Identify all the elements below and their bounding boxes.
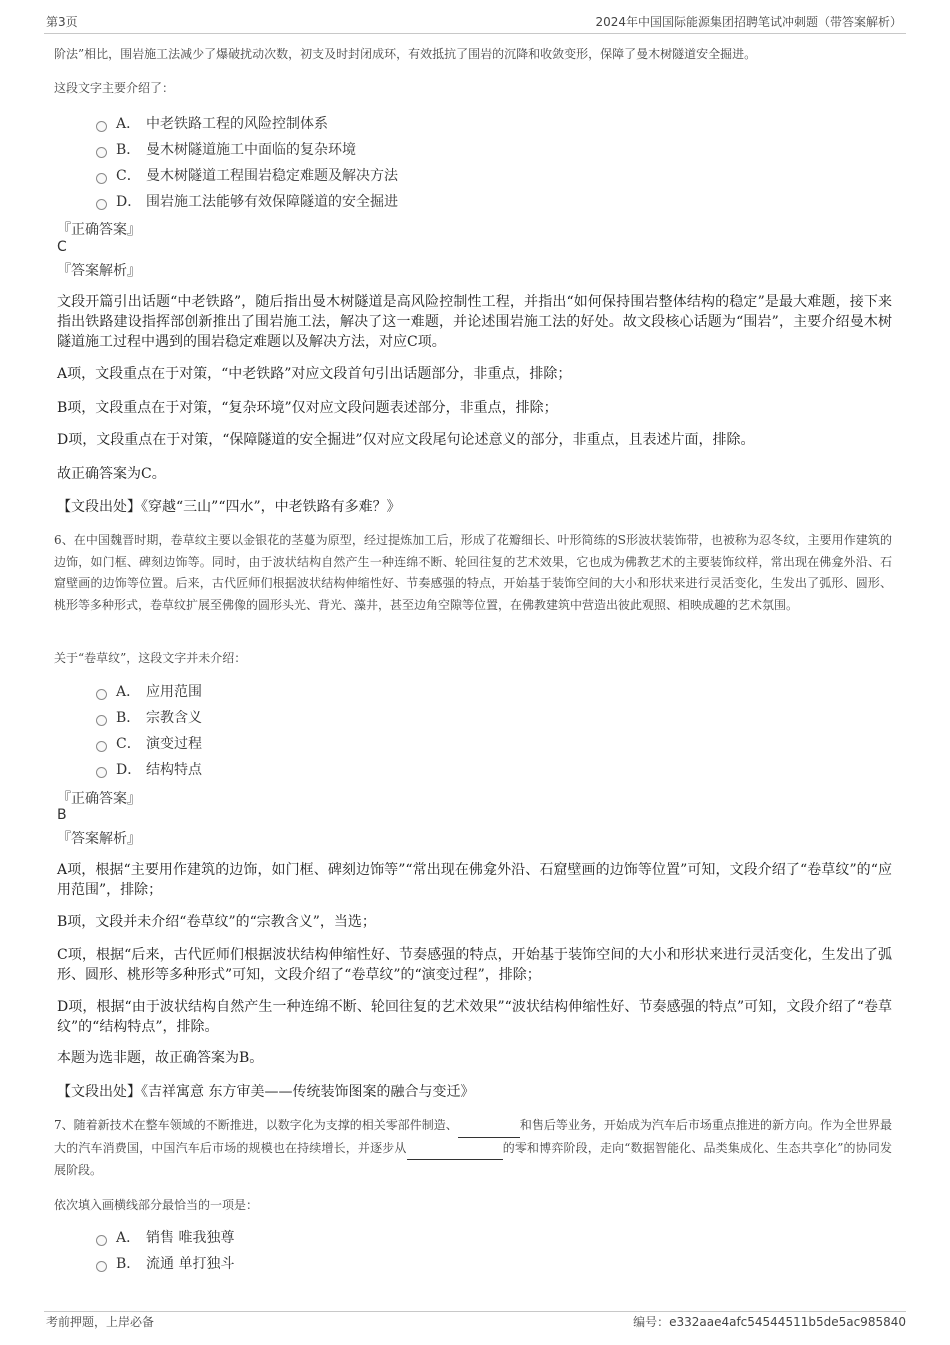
fill-blank-1[interactable] xyxy=(458,1115,520,1138)
q5-analysis-label: 『答案解析』 xyxy=(57,263,141,279)
option-text: 曼木树隧道工程围岩稳定难题及解决方法 xyxy=(146,168,398,184)
option-key: D． xyxy=(116,194,142,210)
radio-icon[interactable] xyxy=(96,689,107,700)
radio-icon[interactable] xyxy=(96,767,107,778)
q6-option-b[interactable] xyxy=(96,704,202,730)
q6-passage: 6、在中国魏晋时期，卷草纹主要以金银花的茎蔓为原型，经过提炼加工后，形成了花瓣细长、叶形简练的S形波状装饰带，也被称为忍冬纹，主要用作建筑的边饰，如门框、碑刻边饰等。同时，由于波状结构自然产生一种连绵不断、轮回往复的艺术效果，它也成为佛教艺术的主要装饰纹样，常出现在佛龛外沿、石窟壁画的边饰等位置。后来，古代匠师们根据波状结构伸缩性好、节奏感强的特点，开始基于装饰空间的大小和形状来进行灵活变化，生发出了弧形、圆形、桃形等多种形式，卷草纹扩展至佛像的圆形头光、背光、藻井，甚至边角空隙等位置，在佛教建筑中营造出彼此观照、相映成趣的艺术氛围。 xyxy=(54,533,892,612)
radio-icon[interactable] xyxy=(96,121,107,132)
radio-icon[interactable] xyxy=(96,741,107,752)
q6-analysis-paragraph: C项，根据“后来，古代匠师们根据波状结构伸缩性好、节奏感强的特点，开始基于装饰空间的大小和形状来进行灵活变化，生发出了弧形、圆形、桃形等多种形式”可知，文段介绍了“卷草纹”的“演变过程”，排除； xyxy=(57,947,892,983)
q6-option-d[interactable] xyxy=(96,756,202,782)
radio-icon[interactable] xyxy=(96,1235,107,1246)
document-code: 编号：e332aae4afc54544511b5de5ac985840 xyxy=(633,1315,906,1329)
option-key: A． xyxy=(116,684,141,700)
option-key: B． xyxy=(116,710,141,726)
q6-option-a[interactable] xyxy=(96,678,202,704)
option-text: 围岩施工法能够有效保障隧道的安全掘进 xyxy=(146,194,398,210)
q7-passage xyxy=(54,1115,892,1182)
option-text: 中老铁路工程的风险控制体系 xyxy=(146,116,328,132)
q6-analysis-paragraph: B项，文段并未介绍“卷草纹”的“宗教含义”，当选； xyxy=(57,914,376,930)
q5-options xyxy=(96,110,398,214)
q6-option-c[interactable] xyxy=(96,730,202,756)
q5-source: 【文段出处】《穿越“三山”“四水”，中老铁路有多难？》 xyxy=(57,499,401,515)
q6-analysis-paragraph: D项，根据“由于波状结构自然产生一种连绵不断、轮回往复的艺术效果”“波状结构伸缩性好、节奏感强的特点”可知，文段介绍了“卷草纹”的“结构特点”，排除。 xyxy=(57,999,892,1035)
page-number: 第3页 xyxy=(46,15,78,29)
radio-icon[interactable] xyxy=(96,147,107,158)
q7-option-b[interactable] xyxy=(96,1250,234,1276)
document-title: 2024年中国国际能源集团招聘笔试冲刺题（带答案解析） xyxy=(595,15,902,29)
option-text: 结构特点 xyxy=(146,762,202,778)
option-key: D． xyxy=(116,762,142,778)
option-text: 销售 唯我独尊 xyxy=(146,1230,235,1246)
q7-prompt: 依次填入画横线部分最恰当的一项是： xyxy=(54,1198,259,1212)
radio-icon[interactable] xyxy=(96,173,107,184)
q5-option-c[interactable] xyxy=(96,162,398,188)
option-key: C． xyxy=(116,736,141,752)
q5-analysis-paragraph: A项，文段重点在于对策，“中老铁路”对应文段首句引出话题部分，非重点，排除； xyxy=(57,366,572,382)
q5-option-a[interactable] xyxy=(96,110,398,136)
q7-option-a[interactable] xyxy=(96,1224,234,1250)
radio-icon[interactable] xyxy=(96,199,107,210)
option-text: 应用范围 xyxy=(146,684,202,700)
radio-icon[interactable] xyxy=(96,715,107,726)
q6-analysis-label: 『答案解析』 xyxy=(57,831,141,847)
q5-analysis-paragraph: 文段开篇引出话题“中老铁路”，随后指出曼木树隧道是高风险控制性工程，并指出“如何保持围岩整体结构的稳定”是最大难题，接下来指出铁路建设指挥部创新推出了围岩施工法，解决了这一难题，并论述围岩施工法的好处。故文段核心话题为“围岩”，主要介绍曼木树隧道施工过程中遇到的围岩稳定难题以及解决方法，对应C项。 xyxy=(57,294,892,350)
q7-passage-part: 7、随着新技术在整车领域的不断推进，以数字化为支撑的相关零部件制造、 xyxy=(54,1118,458,1132)
option-key: A． xyxy=(116,1230,141,1246)
q6-prompt: 关于“卷草纹”，这段文字并未介绍： xyxy=(54,651,247,665)
option-key: B． xyxy=(116,142,141,158)
footer-slogan: 考前押题，上岸必备 xyxy=(46,1315,155,1329)
q5-analysis-paragraph: 故正确答案为C。 xyxy=(57,466,166,482)
q5-passage-tail: 阶法”相比，围岩施工法减少了爆破扰动次数，初支及时封闭成环，有效抵抗了围岩的沉降和收敛变形，保障了曼木树隧道安全掘进。 xyxy=(54,47,757,61)
q7-passage-part: 和售后等业务，开始成为汽车后市场重点推进的新方向。作为全世界最大的汽车消费国，中国汽车后市场的规模也在持续增长，并逐步从 xyxy=(54,1118,892,1155)
header-divider xyxy=(44,33,906,34)
q5-answer-label: 『正确答案』 xyxy=(57,222,141,238)
option-key: C． xyxy=(116,168,141,184)
option-text: 曼木树隧道施工中面临的复杂环境 xyxy=(146,142,356,158)
q6-answer-label: 『正确答案』 xyxy=(57,791,141,807)
q5-analysis-paragraph: B项，文段重点在于对策，“复杂环境”仅对应文段问题表述部分，非重点，排除； xyxy=(57,400,558,416)
footer-divider xyxy=(44,1311,906,1312)
q7-options xyxy=(96,1224,234,1276)
q5-answer: C xyxy=(57,239,67,255)
radio-icon[interactable] xyxy=(96,1261,107,1272)
q6-source: 【文段出处】《吉祥寓意 东方审美——传统装饰图案的融合与变迁》 xyxy=(57,1084,475,1100)
q6-analysis-paragraph: 本题为选非题，故正确答案为B。 xyxy=(57,1050,264,1066)
q6-options xyxy=(96,678,202,782)
fill-blank-2[interactable] xyxy=(407,1138,503,1161)
q7-passage-part: 的零和博弈阶段，走向“数据智能化、品类集成化、生态共享化”的协同发展阶段。 xyxy=(54,1140,892,1177)
q5-option-b[interactable] xyxy=(96,136,398,162)
option-text: 演变过程 xyxy=(146,736,202,752)
q5-prompt: 这段文字主要介绍了： xyxy=(54,81,175,95)
option-key: A． xyxy=(116,116,141,132)
q6-analysis-paragraph: A项，根据“主要用作建筑的边饰，如门框、碑刻边饰等”“常出现在佛龛外沿、石窟壁画的边饰等位置”可知，文段介绍了“卷草纹”的“应用范围”，排除； xyxy=(57,862,892,898)
option-text: 流通 单打独斗 xyxy=(146,1256,235,1272)
q5-option-d[interactable] xyxy=(96,188,398,214)
option-text: 宗教含义 xyxy=(146,710,202,726)
q5-analysis-paragraph: D项，文段重点在于对策，“保障隧道的安全掘进”仅对应文段尾句论述意义的部分，非重点，且表述片面，排除。 xyxy=(57,432,755,448)
q6-answer: B xyxy=(57,807,67,823)
option-key: B． xyxy=(116,1256,141,1272)
